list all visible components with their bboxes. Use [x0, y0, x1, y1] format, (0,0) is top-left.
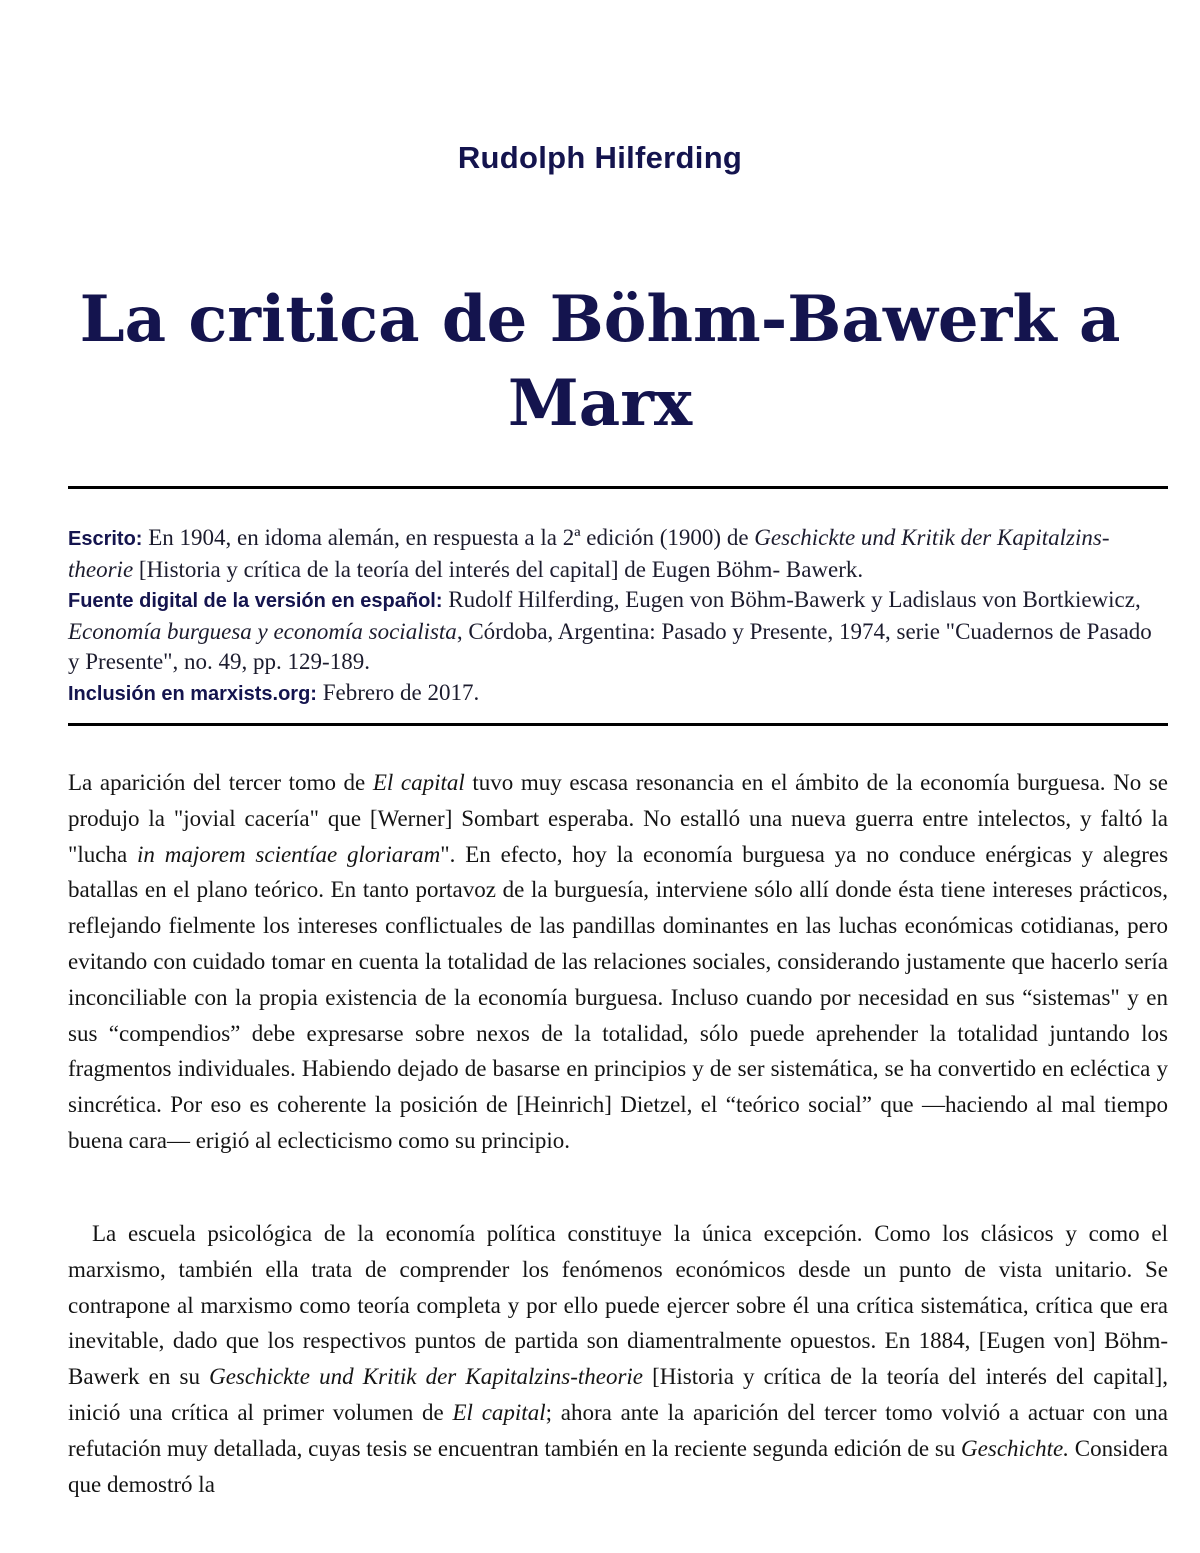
- p1-text-3: ". En efecto, hoy la economía burguesa ya no conduce enérgicas y alegres batallas en el plano teórico. En tanto portavoz de la burguesía, interviene sólo allí donde ésta tiene intereses prácticos, reflejando fielmente los intereses conflictuales de las pandillas dominantes en las luchas económicas cotidianas, pero evitando con cuidado tomar en cuenta la totalidad de las relaciones sociales, considerando justamente que hacerlo sería inconciliable con la propia existencia de la economía burguesa. Incluso cuando por necesidad en sus “sistemas" y en sus “compendios” debe expresarse sobre nexos de la totalidad, sólo puede aprehender la totalidad juntando los fragmentos individuales. Habiendo dejado de basarse en principios y de ser sistemática, se ha convertido en ecléctica y sincrética. Por eso es coherente la posición de [Heinrich] Dietzel, el “teórico social” que —haciendo al mal tiempo buena cara— erigió al eclecticismo como su principio.: [68, 841, 1169, 1153]
- escrito-italic: Geschickte und Kritik der Kapitalzins-theorie: [68, 525, 1110, 582]
- fuente-text-2: , Córdoba, Argentina: Pasado y Presente, 1974, serie "Cuadernos de Pasado y Presente", no. 49, pp. 129-189.: [68, 618, 1152, 674]
- escrito-text-2: [Historia y crítica de la teoría del interés del capital] de Eugen Böhm- Bawerk.: [138, 556, 864, 582]
- p2-text-3: ; ahora ante la aparición del tercer tomo volvió a actuar con una refutación muy detallada, cuyas tesis se encuentran también en la reciente segunda edición de su: [68, 1399, 1168, 1461]
- bottom-divider: [68, 723, 1168, 726]
- paragraph-1: [68, 765, 1168, 1159]
- fuente-italic: Economía burguesa y economía socialista: [68, 618, 457, 644]
- p1-text-2: tuvo muy escasa resonancia en el ámbito de la economía burguesa. No se produjo la "jovial cacería" que [Werner] Sombart esperaba. No estalló una nueva guerra entre intelectos, y faltó la "lucha: [68, 770, 1169, 867]
- p1-italic-1: El capital: [372, 770, 465, 795]
- p2-italic-1: Geschickte und Kritik der Kapitalzins-theorie: [209, 1364, 643, 1390]
- p2-text-2: [Historia y crítica de la teoría del interés del capital], inició una crítica al primer volumen de: [68, 1364, 1168, 1425]
- p1-italic-2: in majorem scientíae gloriaram: [137, 841, 441, 867]
- fuente-text-1: Rudolf Hilferding, Eugen von Böhm-Bawerk y Ladislaus von Bortkiewicz,: [448, 587, 1141, 612]
- p2-italic-2: El capital: [452, 1399, 546, 1425]
- document-title: La critica de Böhm-Bawerk a Marx: [79, 282, 1121, 441]
- p2-text-1: La escuela psicológica de la economía política constituye la única excepción. Como los clásicos y como el marxismo, también ella trata de comprender los fenómenos económicos desde un punto de vista unitario. Se contrapone al marxismo como teoría completa y por ello puede ejercer sobre él una crítica sistemática, crítica que era inevitable, dado que los respectivos puntos de partida son diamentralmente opuestos. En 1884, [Eugen von] Böhm-Bawerk en su: [68, 1221, 1168, 1390]
- metadata-block: [68, 523, 1168, 709]
- inclusion-text: Febrero de 2017.: [322, 679, 480, 705]
- fuente-label: Fuente digital de la versión en español:: [68, 590, 443, 612]
- meta-fuente: [68, 585, 1168, 678]
- p1-text-1: La aparición del tercer tomo de: [68, 770, 366, 795]
- escrito-label: Escrito:: [68, 528, 143, 550]
- meta-escrito: [68, 523, 1168, 585]
- p2-italic-3: Geschichte.: [961, 1435, 1069, 1461]
- author-name: Rudolph Hilferding: [457, 140, 743, 175]
- paragraph-2: [68, 1216, 1168, 1502]
- meta-inclusion: [68, 678, 1168, 710]
- top-divider: [68, 486, 1168, 489]
- escrito-text-1: En 1904, en idoma alemán, en respuesta a la 2ª edición (1900) de: [148, 525, 749, 550]
- p2-text-4: Considera que demostró la: [68, 1435, 1169, 1497]
- inclusion-label: Inclusión en marxists.org:: [68, 682, 317, 705]
